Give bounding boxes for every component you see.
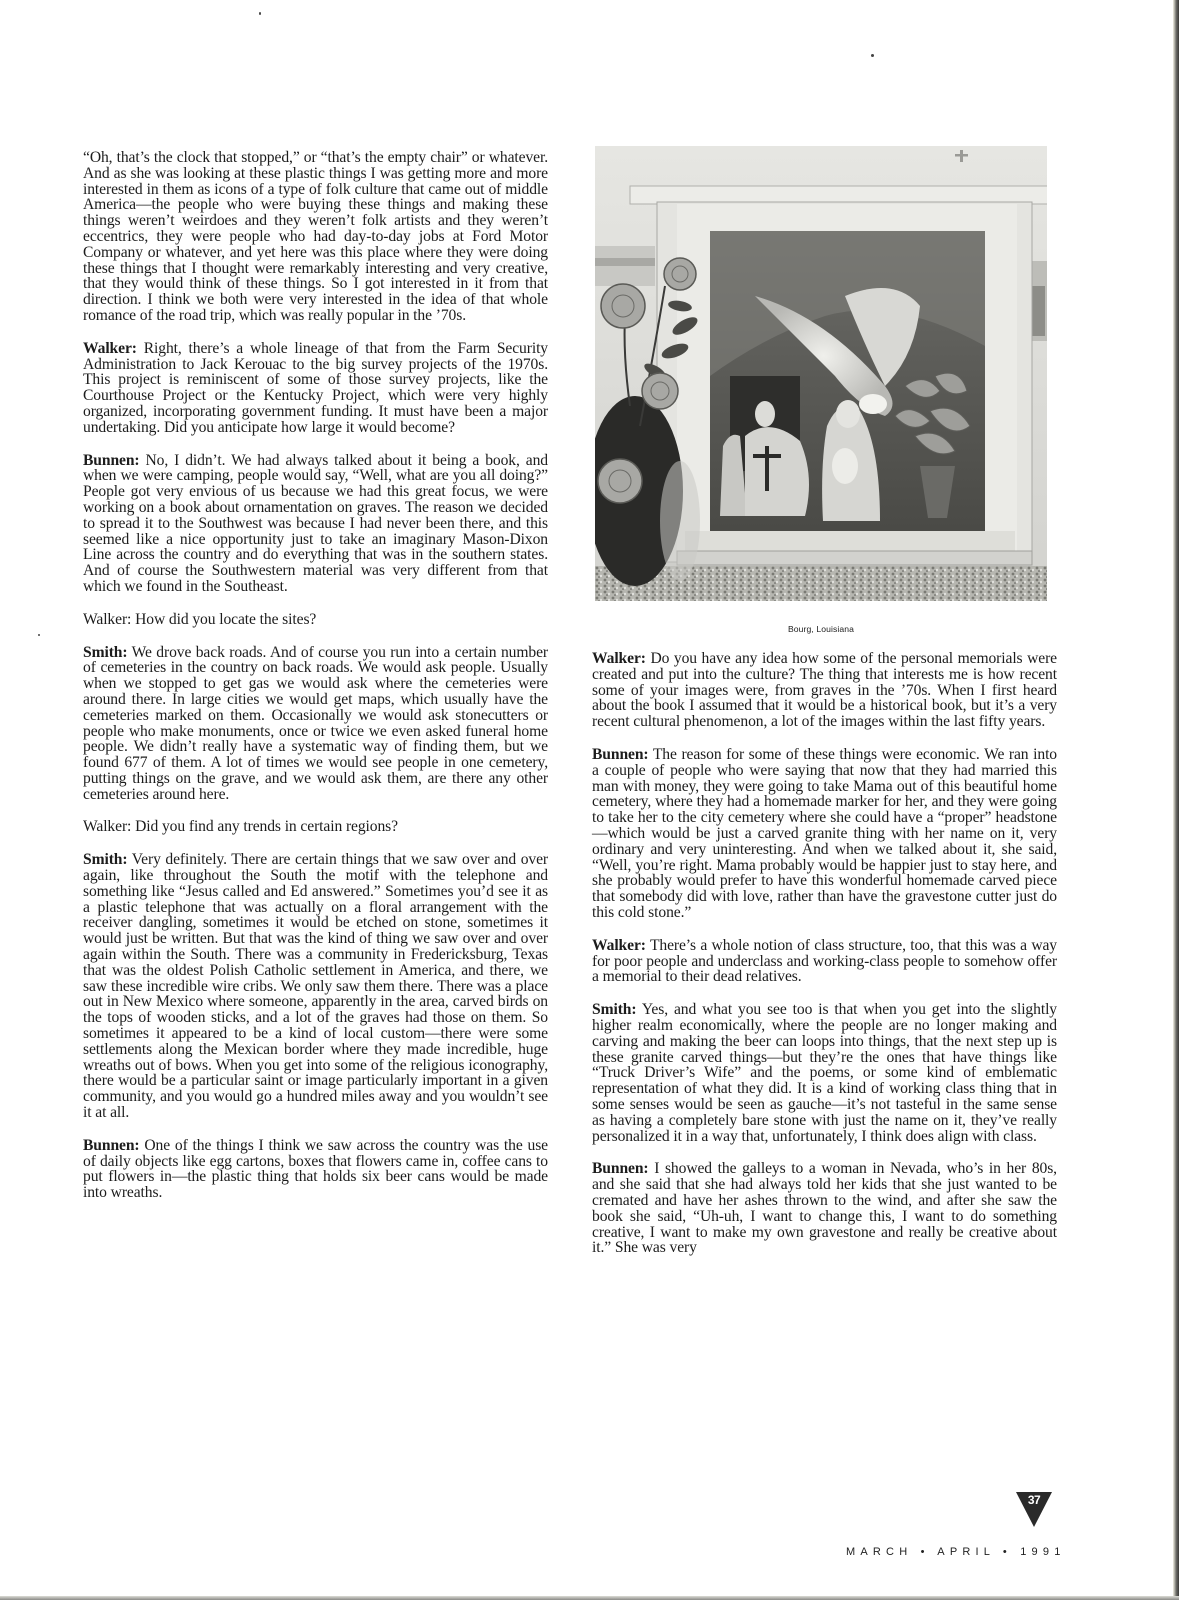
interview-paragraph xyxy=(83,341,548,436)
paragraph-text: Yes, and what you see too is that when you get into the slightly higher realm economically, where the people are no longer making and carving and making the beer can loops into things, that the next step up is these granite carved things—but they’re the ones that have things like “Truck Driver’s Wife” and the poems, or some kind of emblematic representation of what they did. It is a kind of working class thing that in some senses would be seen as gauche—it’s not tasteful in the same sense as having a completely bare stone with just the name on it, they’ve really personalized it in a way that, unfortunately, I think does align with class. xyxy=(592,1001,1057,1145)
speaker-label: Smith: xyxy=(592,1001,637,1019)
interview-paragraph xyxy=(83,645,548,803)
print-speck xyxy=(38,634,40,636)
speaker-label: Bunnen: xyxy=(83,451,140,469)
speaker-label: Bunnen: xyxy=(592,745,649,763)
paragraph-text: One of the things I think we saw across the country was the use of daily objects like egg cartons, boxes that flowers came in, coffee cans to put flowers in—the plastic thing that holds six beer cans would be made into wreaths. xyxy=(83,1136,548,1202)
interview-paragraph xyxy=(83,150,548,324)
paragraph-text: Did you find any trends in certain regions? xyxy=(131,818,398,836)
speaker-label: Walker: xyxy=(592,650,646,667)
speaker-label: Walker: xyxy=(83,339,137,357)
article-column-right xyxy=(592,651,1057,1273)
paragraph-text: Right, there’s a whole lineage of that from the Farm Security Administration to Jack Kerouac to the big survey projects of the 1970s. This project is reminiscent of some of those survey projects, like the Courthouse Project or the Kentucky Project, which were very highly organized, incorporating government funding. It must have been a major undertaking. Did you anticipate how large it would become? xyxy=(83,339,548,436)
speaker-label: Walker: xyxy=(83,818,132,836)
speaker-label: Smith: xyxy=(83,643,128,661)
paragraph-text: Very definitely. There are certain things that we saw over and over again, like throughout the South the motif with the telephone and something like “Jesus called and Ed answered.” Sometimes you’d see it as a plastic telephone that was actually on a floral arrangement with the receiver dangling, sometimes it would be etched on stone, sometimes it would just be written. But that was the kind of thing we saw over and over again within the South. There was a community in Fredericksburg, Texas that was the oldest Polish Catholic settlement in America, and there, we saw these incredible wire cribs. We only saw them there. There was a place out in New Mexico where someone, apparently in the area, carved birds on the tops of wooden sticks, and a lot of the graves had those on them. So sometimes it appeared to be a kind of local custom—there were some settlements along the Mexican border where they made incredible, huge wreaths out of bows. When you get into some of the religious iconography, there would be a particular saint or image particularly important in a given community, and you would go a hundred miles away and you wouldn’t see it at all. xyxy=(83,851,548,1122)
print-speck xyxy=(259,12,261,15)
speaker-label: Walker: xyxy=(592,936,646,954)
speaker-label: Smith: xyxy=(83,851,128,869)
interview-paragraph xyxy=(83,612,548,628)
speaker-label: Walker: xyxy=(83,610,132,628)
interview-paragraph xyxy=(592,651,1057,730)
page-number: 37 xyxy=(1027,1493,1041,1507)
interview-paragraph xyxy=(83,852,548,1121)
page-binding-edge xyxy=(1173,0,1179,1600)
speaker-label: Bunnen: xyxy=(592,1160,649,1178)
page-bottom-edge xyxy=(0,1596,1179,1600)
article-column-left xyxy=(83,150,548,1218)
speaker-label: Bunnen: xyxy=(83,1136,140,1154)
interview-paragraph xyxy=(592,938,1057,985)
paragraph-text: We drove back roads. And of course you run into a certain number of cemeteries in the country on back roads. We would ask people. Usually when we stopped to get gas we would ask where the cemeteries were around there. In large cities we would get maps, which usually have the cemeteries marked on them. Occasionally we would ask stonecutters or people who make monuments, once or twice we even asked funeral home people. We didn’t really have a systematic way of finding them, but we found 677 of them. A lot of times we would see people in one cemetery, putting things on the grave, and we would ask them, are there any other cemeteries around here. xyxy=(83,643,548,803)
grave-shrine-photo xyxy=(595,146,1047,601)
photo-caption: Bourg, Louisiana xyxy=(787,624,855,634)
print-speck xyxy=(871,54,874,57)
interview-paragraph xyxy=(83,819,548,835)
interview-paragraph xyxy=(592,1002,1057,1144)
paragraph-text: I showed the galleys to a woman in Nevada, who’s in her 80s, and she said that she had always told her kids that she just wanted to be cremated and have her ashes thrown to the wind, and after she saw the book she said, “Uh-uh, I want to change this, I want to do something creative, I want to make my own gravestone and really be creative about it.” She was very xyxy=(592,1160,1057,1257)
paragraph-text: There’s a whole notion of class structure, too, that this was a way for poor people and underclass and working-class people to somehow offer a memorial to their dead relatives. xyxy=(592,936,1057,986)
paragraph-text: The reason for some of these things were economic. We ran into a couple of people who were saying that now that they had married this man with money, they were going to take Mama out of this beautiful home cemetery, where they had a homemade marker for her, and they were going to take her to the city cemetery where she could have a “proper” headstone—which would be just a carved granite thing with her name on it, very ordinary and very uninteresting. And when we talked about it, she said, “Well, you’re right. Mama probably would be happier just to stay here, and she probably would prefer to have this wonderful homemade carved piece that somebody did with love, rather than have the gravestone cutter just do this cold stone.” xyxy=(592,745,1057,921)
paragraph-text: Do you have any idea how some of the personal memorials were created and put into the culture? The thing that interests me is how recent some of your images were, from graves in the ’70s. When I first heard about the book I assumed that it would be a historical book, but it’s a very recent cultural phenomenon, a lot of the images within the last fifty years. xyxy=(592,650,1057,731)
paragraph-text: How did you locate the sites? xyxy=(131,610,317,628)
interview-paragraph xyxy=(592,747,1057,921)
photo-illustration xyxy=(595,146,1047,601)
paragraph-text: No, I didn’t. We had always talked about it being a book, and when we were camping, people would say, “Well, what are you all doing?” People got very envious of us because we had this great focus, we were working on a book about ornamentation on graves. The reason we decided to spread it to the Southwest was because I had never been there, and this seemed like a nice opportunity just to take an imaginary Mason-Dixon Line across the country and do everything that was in the southern states. And of course the Southwestern material was very different from that which we found in the Southeast. xyxy=(83,451,548,595)
interview-paragraph xyxy=(83,453,548,595)
interview-paragraph xyxy=(83,1138,548,1201)
issue-date: MARCH • APRIL • 1991 xyxy=(846,1546,1066,1558)
page-number-badge xyxy=(1016,1490,1052,1528)
interview-paragraph xyxy=(592,1161,1057,1256)
paragraph-text: “Oh, that’s the clock that stopped,” or “that’s the empty chair” or whatever. And as she was looking at these plastic things I was getting more and more interested in them as icons of a type of folk culture that came out of middle America—the people who were buying these things and making these things weren’t weirdoes and they weren’t folk artists and they weren’t eccentrics, they were people who had day-to-day jobs at Ford Motor Company or whatever, and yet here was this place where they were doing these things that I thought were remarkably interesting and very creative, that they would think of these things. So I got interested in it from that direction. I think we both were very interested in the idea of that whole romance of the road trip, which was really popular in the ’70s. xyxy=(83,149,548,324)
